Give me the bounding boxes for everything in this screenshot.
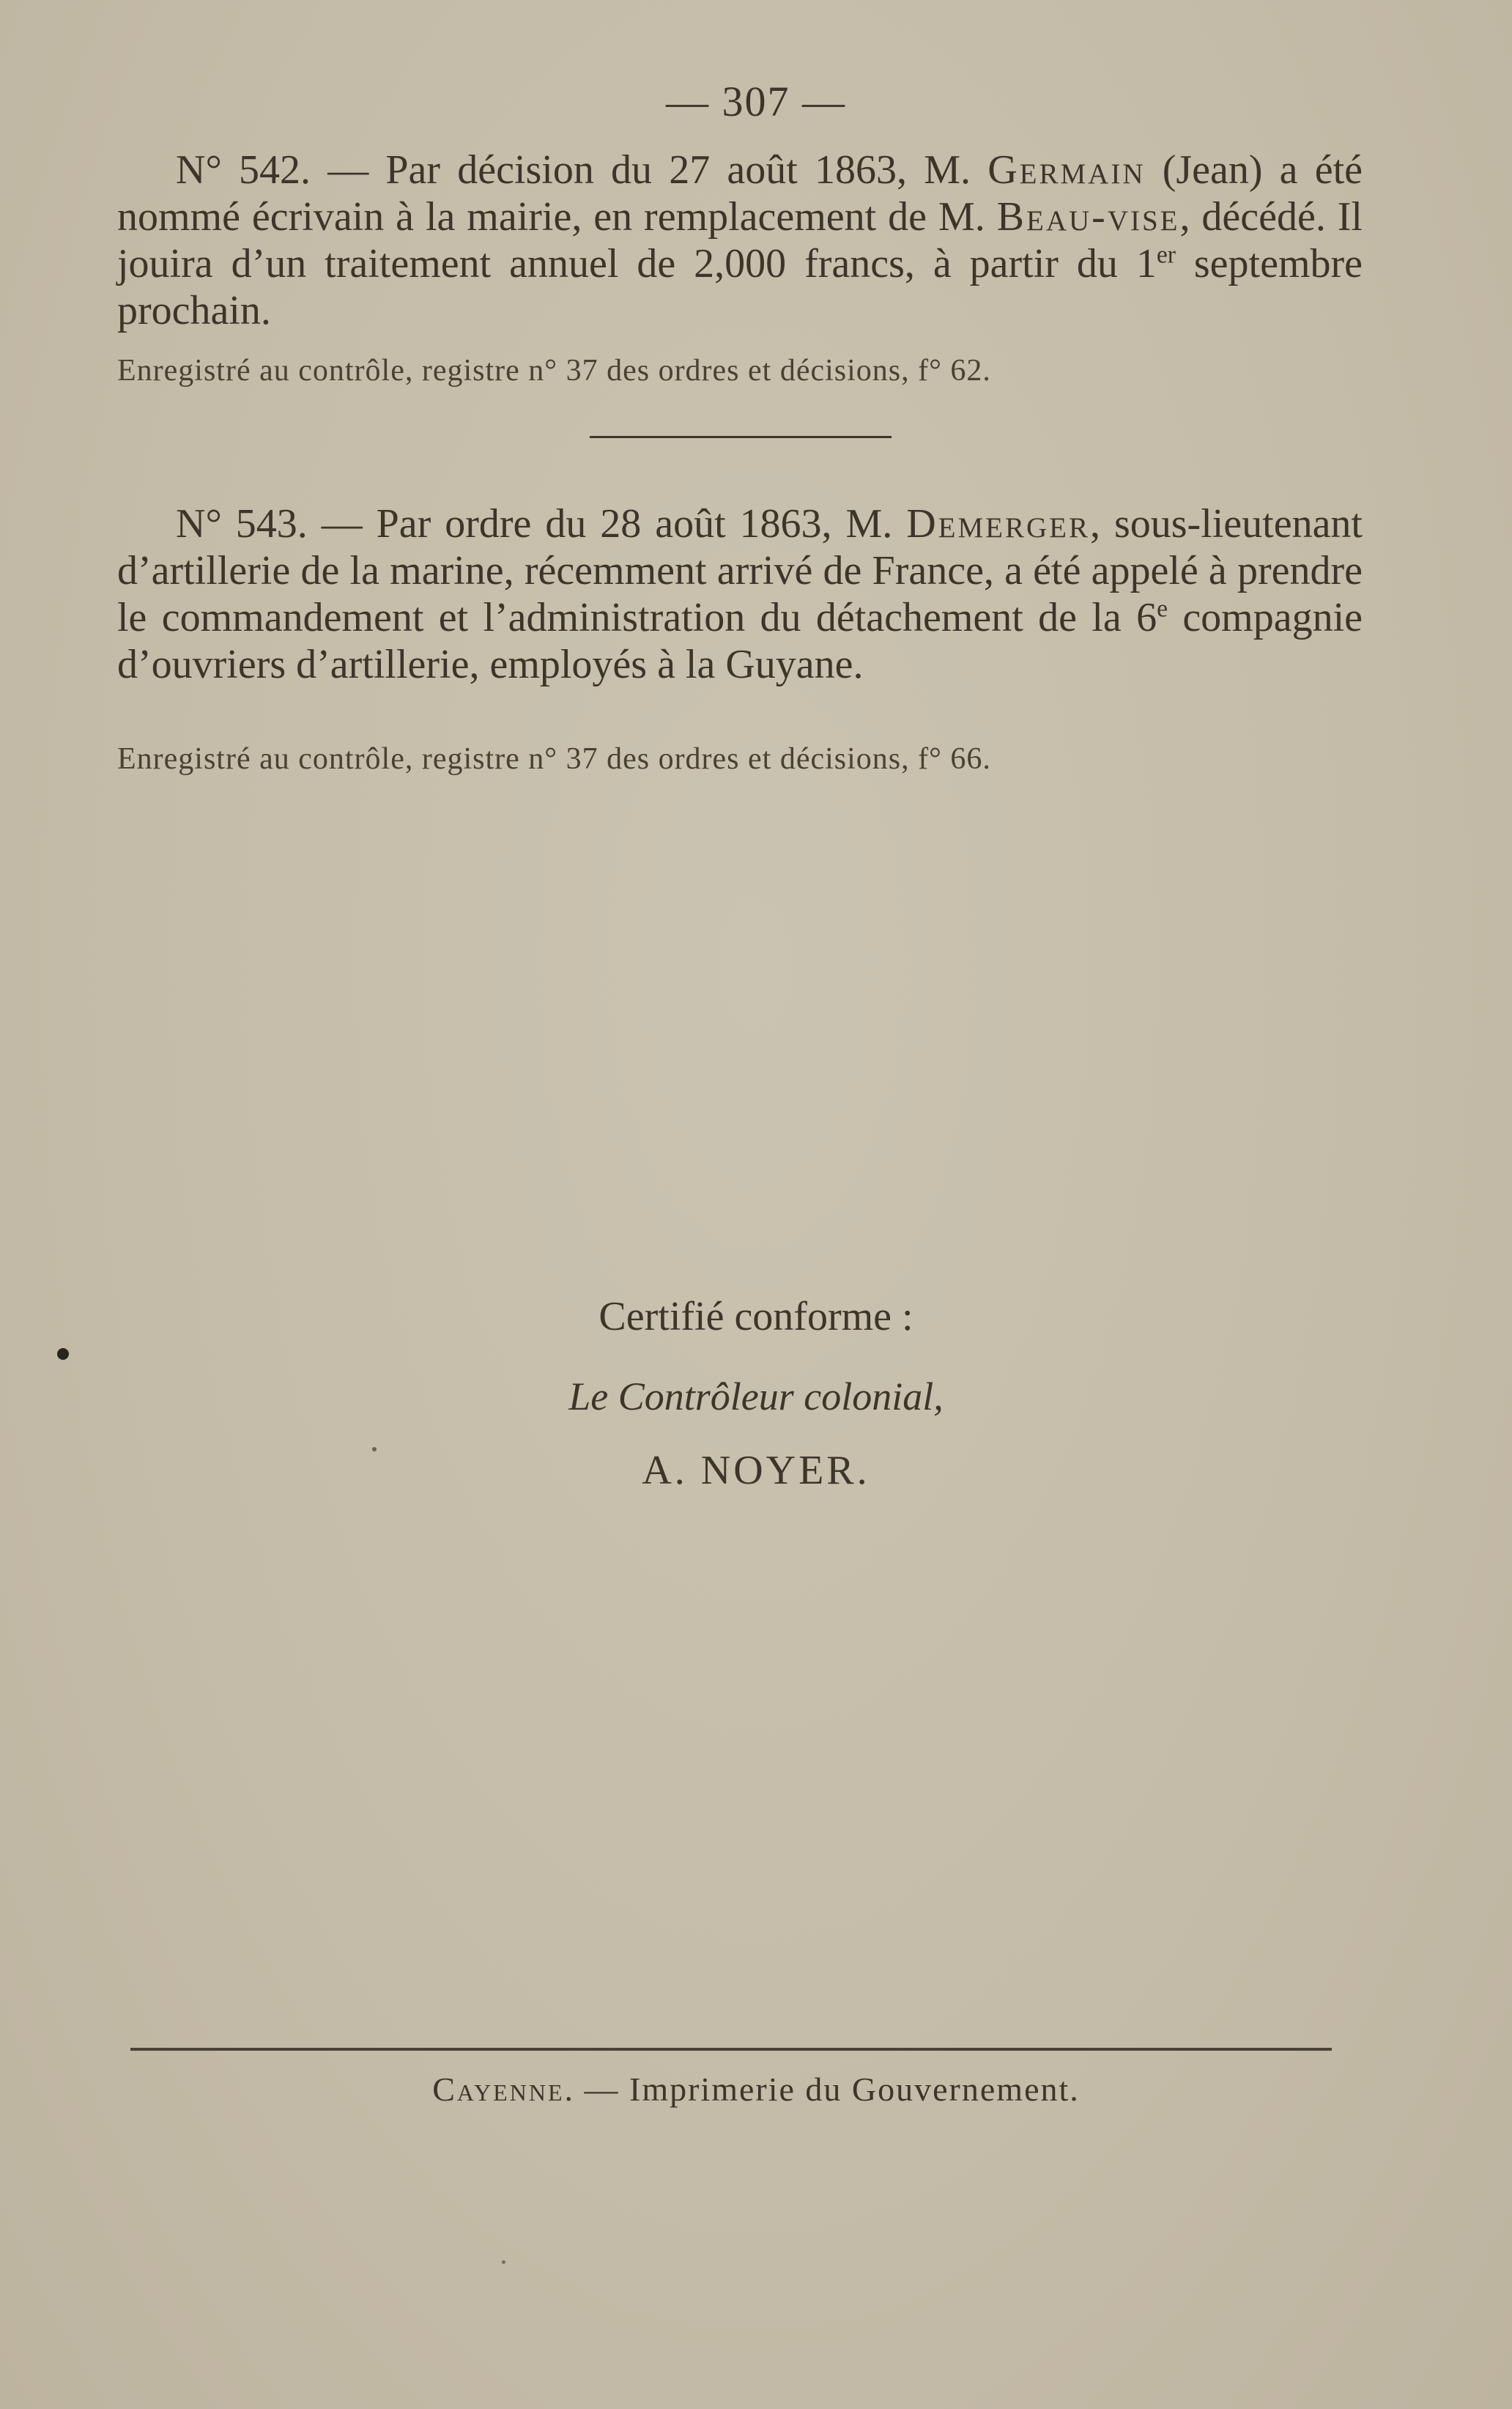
footer-rule	[130, 2048, 1332, 2051]
certification-line: Certifié conforme :	[598, 1294, 914, 1339]
entry-text-part: , décédé. Il jouira d’un traitement annuel de 2,000 francs, à partir du 1	[117, 194, 1363, 286]
superscript: er	[1156, 241, 1176, 269]
entry-text	[117, 500, 1363, 688]
controller-title: Le Contrôleur colonial,	[568, 1374, 944, 1418]
superscript: e	[1157, 595, 1168, 623]
decision-entry-542	[117, 147, 1363, 334]
ink-speck	[372, 1447, 377, 1451]
signatory-name: A. NOYER.	[642, 1448, 870, 1493]
person-name: Beau-vise	[996, 194, 1180, 240]
entry-lead: N° 543. — Par ordre du 28 août 1863, M.	[176, 501, 907, 547]
ink-speck	[57, 1348, 69, 1360]
printer-footer	[0, 2070, 1512, 2109]
separator-rule	[590, 436, 892, 438]
ink-speck	[502, 2260, 505, 2264]
entry-text	[117, 147, 1363, 334]
decision-entry-543	[117, 500, 1363, 688]
footer-text: . — Imprimerie du Gouvernement.	[564, 2071, 1080, 2108]
footer-city: Cayenne	[432, 2071, 565, 2108]
person-name: Germain	[987, 147, 1146, 193]
registration-note: Enregistré au contrôle, registre n° 37 des ordres et décisions, f° 66.	[117, 742, 991, 776]
page-number: — 307 —	[666, 78, 846, 125]
entry-text-part: (Jean) a été nommé écrivain à la mairie, en remplacement de M.	[117, 147, 1363, 240]
registration-note: Enregistré au contrôle, registre n° 37 des ordres et décisions, f° 62.	[117, 354, 991, 388]
entry-text-part: septembre prochain.	[117, 241, 1363, 333]
entry-text-part: , sous-lieutenant d’artillerie de la marine, récemment arrivé de France, a été appelé à prendre le commandement et l’administration du détachement de la 6	[117, 501, 1363, 640]
person-name: Demerger	[906, 501, 1091, 547]
entry-lead: N° 542. — Par décision du 27 août 1863, M.	[176, 147, 988, 193]
entry-text-part: compagnie d’ouvriers d’artillerie, employés à la Guyane.	[117, 595, 1363, 687]
